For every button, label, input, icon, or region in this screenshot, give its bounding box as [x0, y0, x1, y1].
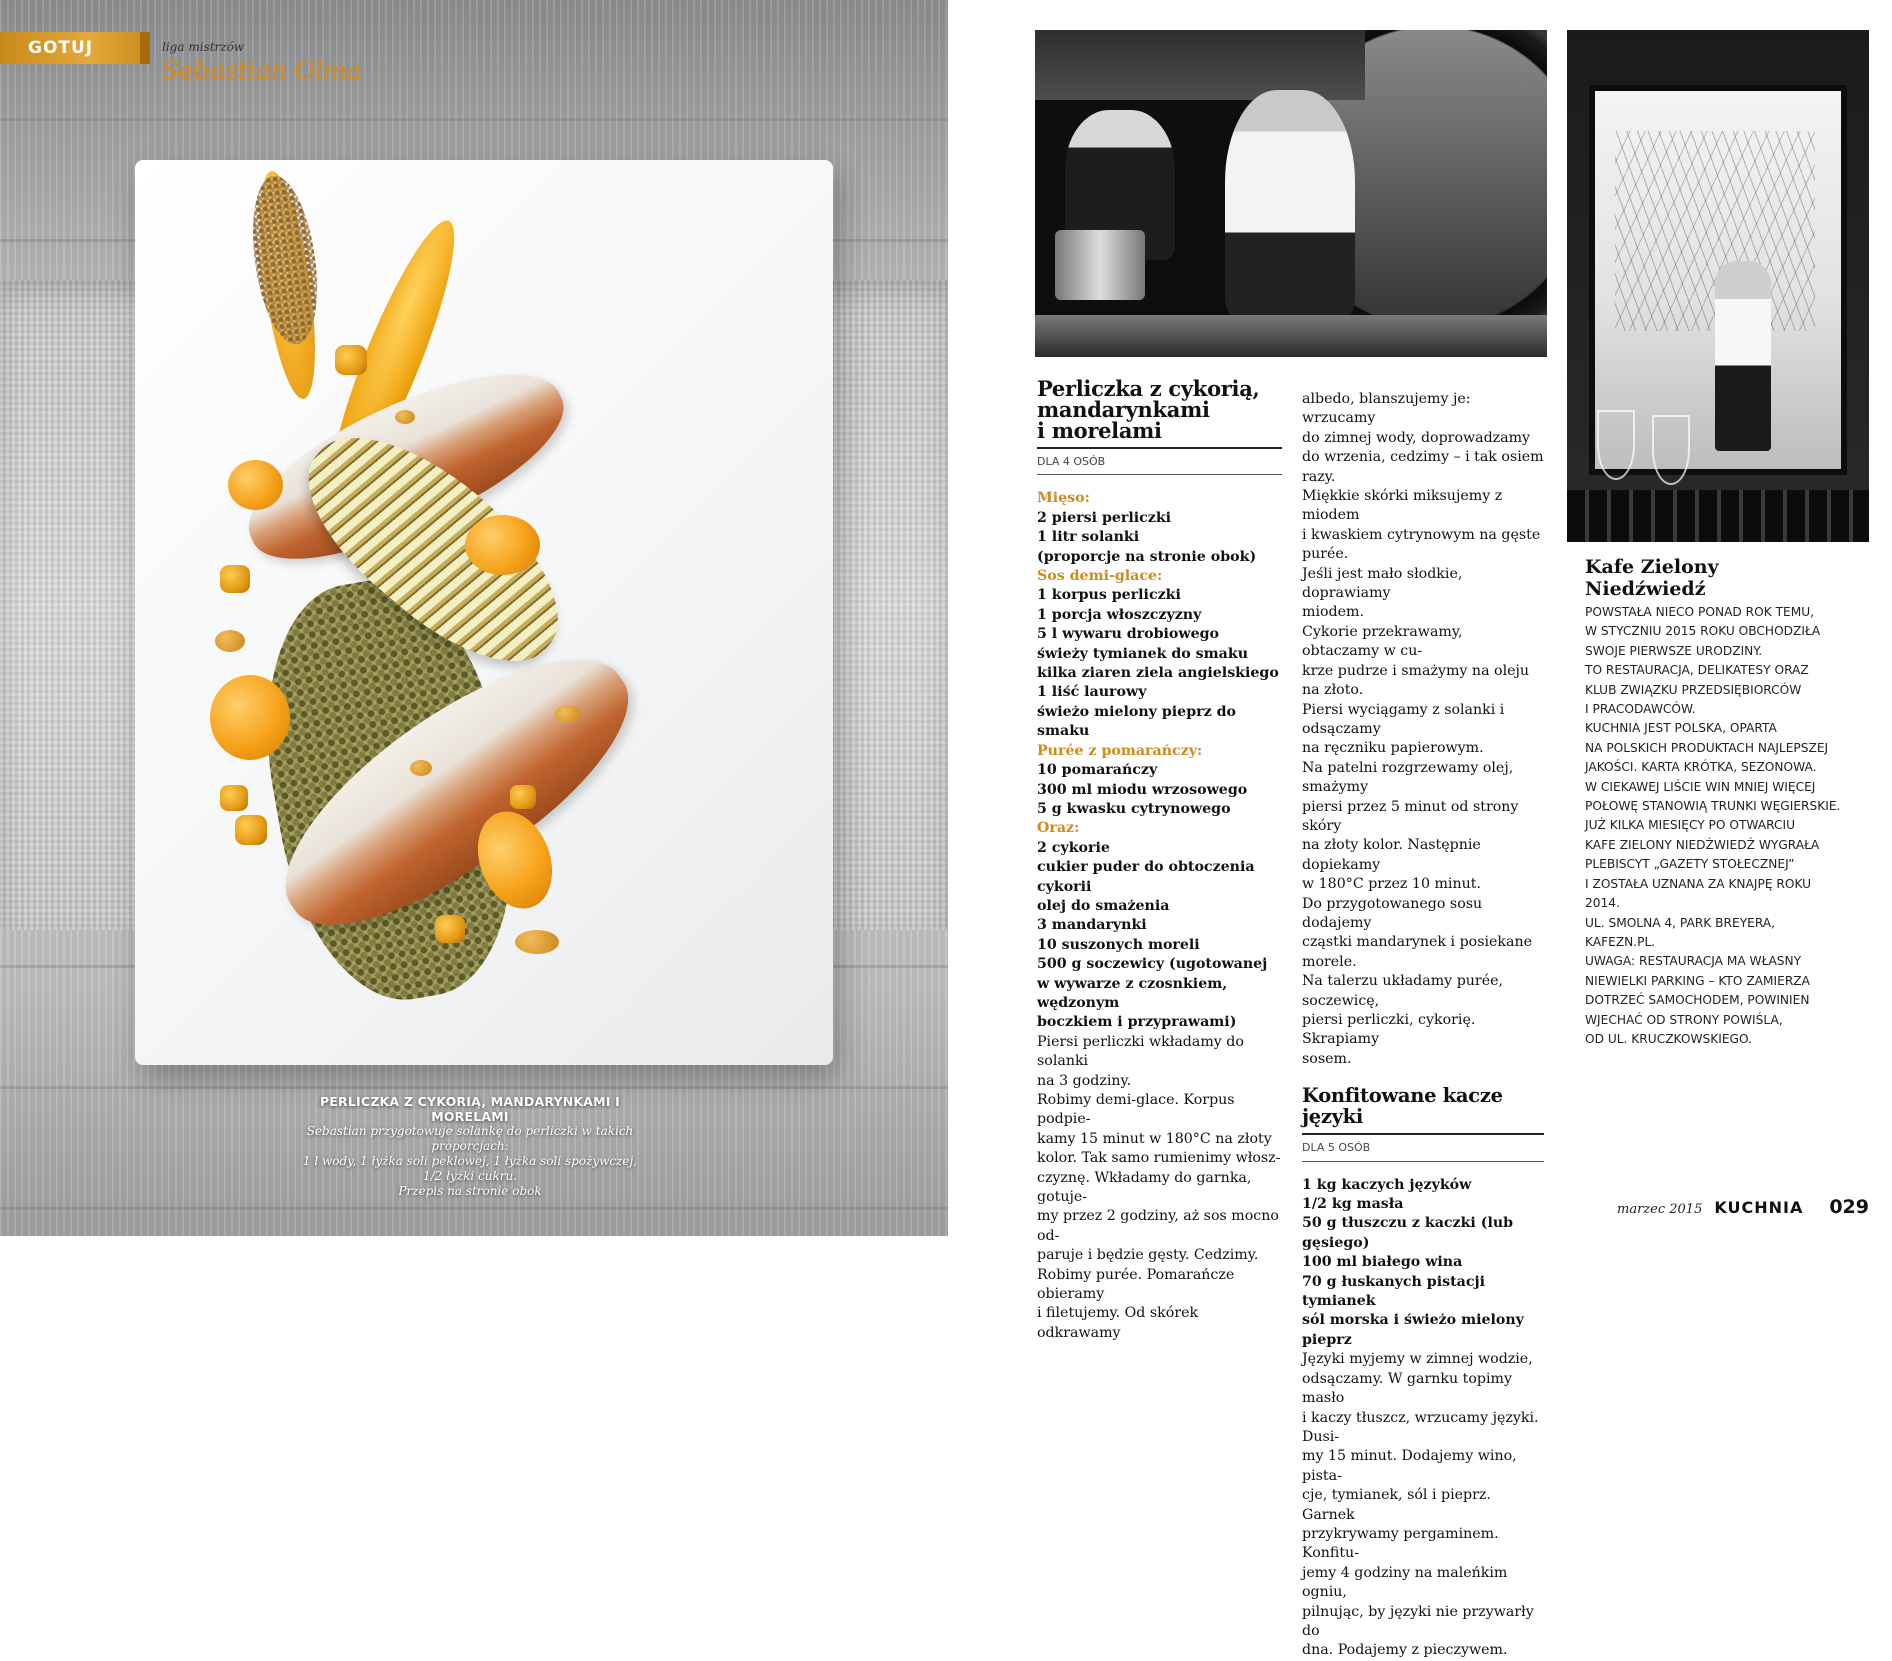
text-line: KUCHNIA JEST POLSKA, OPARTA	[1585, 721, 1777, 736]
recipe-secondary	[1302, 1085, 1544, 1661]
text-line: piersi perliczki, cykorię. Skrapiamy	[1302, 1012, 1476, 1048]
sauce-drop	[395, 410, 415, 424]
apricot-cube	[435, 915, 465, 943]
method-line: cje, tymianek, sól i pieprz. Garnek	[1302, 1487, 1491, 1523]
recipe-title-line: i morelami	[1037, 418, 1162, 443]
text-line: UWAGA: RESTAURACJA MA WŁASNY	[1585, 954, 1802, 969]
text-line: Jeśli jest mało słodkie, doprawiamy	[1302, 565, 1463, 602]
text-line: Piersi wyciągamy z solanki i odsączamy	[1302, 701, 1505, 737]
ingredient-line: 10 suszonych moreli	[1037, 936, 1200, 953]
bottle-row	[1567, 490, 1869, 542]
issue-date: marzec 2015	[1617, 1202, 1703, 1217]
method-line: my 15 minut. Dodajemy wino, pista-	[1302, 1448, 1517, 1484]
ingredient-line: 1 korpus perliczki	[1037, 587, 1181, 604]
ingredient-line: świeży tymianek do smaku	[1037, 645, 1249, 662]
sauce-drop	[555, 705, 581, 723]
kitchen-hood	[1035, 30, 1365, 100]
ingredient-line: 1 liść laurowy	[1037, 684, 1147, 701]
ingredient-line: 2 cykorie	[1037, 839, 1110, 856]
sauce-drop	[410, 760, 432, 776]
ingredient-line: (proporcje na stronie obok)	[1037, 548, 1257, 565]
ingredient-line: 1 kg kaczych języków	[1302, 1176, 1472, 1193]
plate	[135, 160, 833, 1065]
text-line: Cykorie przekrawamy, obtaczamy w cu-	[1302, 623, 1463, 660]
text-line: OD UL. KRUCZKOWSKIEGO.	[1585, 1031, 1752, 1046]
text-line: TO RESTAURACJA, DELIKATESY ORAZ	[1585, 663, 1809, 678]
text-line: I PRACODAWCÓW.	[1585, 702, 1696, 717]
method-line: pilnując, by języki nie przywarły do	[1302, 1603, 1534, 1639]
text-line: DOTRZEĆ SAMOCHODEM, POWINIEN	[1585, 993, 1810, 1008]
wine-glass	[1652, 415, 1690, 485]
apricot-cube	[220, 785, 248, 811]
dish-photo	[0, 0, 948, 1236]
ingredient-line: 500 g soczewicy (ugotowanej	[1037, 956, 1268, 973]
text-line: POWSTAŁA NIECO PONAD ROK TEMU,	[1585, 605, 1815, 619]
text-line: Na patelni rozgrzewamy olej, smażymy	[1302, 759, 1514, 796]
method-line: my przez 2 godziny, aż sos mocno od-	[1037, 1208, 1279, 1244]
chef-figure	[1225, 90, 1355, 320]
tangerine-segment	[210, 675, 290, 760]
ingredient-group-heading: Mięso:	[1037, 490, 1090, 507]
ingredient-line: 3 mandarynki	[1037, 917, 1147, 934]
steel-pot	[1055, 230, 1145, 300]
ingredient-line: 2 piersi perliczki	[1037, 509, 1172, 526]
method-line: Piersi perliczki wkładamy do solanki	[1037, 1033, 1244, 1070]
page-number: 029	[1829, 1196, 1869, 1218]
restaurant-window-photo	[1567, 30, 1869, 542]
text-line: JUŻ KILKA MIESIĘCY PO OTWARCIU	[1585, 818, 1796, 833]
method-line: i filetujemy. Od skórek odkrawamy	[1037, 1305, 1199, 1341]
text-line: Do przygotowanego sosu dodajemy	[1302, 895, 1483, 931]
section-tag: GOTUJ	[0, 32, 150, 64]
ingredient-line: w wywarze z czosnkiem, wędzonym	[1037, 975, 1228, 1011]
text-line: na złoty kolor. Następnie dopiekamy	[1302, 837, 1481, 873]
text-line: KAFE ZIELONY NIEDŹWIEDŹ WYGRAŁA	[1585, 837, 1820, 852]
ingredient-line: 300 ml miodu wrzosowego	[1037, 781, 1248, 798]
ingredient-line: kilka ziaren ziela angielskiego	[1037, 665, 1279, 682]
text-line: miodem.	[1302, 604, 1364, 621]
method-line: przykrywamy pergaminem. Konfitu-	[1302, 1525, 1499, 1562]
text-line: piersi przez 5 minut od strony skóry	[1302, 798, 1519, 834]
text-line: do wrzenia, cedzimy – i tak osiem razy.	[1302, 449, 1544, 485]
text-line: na ręczniku papierowym.	[1302, 740, 1484, 757]
apricot-cube	[220, 565, 250, 593]
method-line: dna. Podajemy z pieczywem.	[1302, 1642, 1508, 1659]
text-line: i kwaskiem cytrynowym na gęste purée.	[1302, 526, 1541, 563]
method-line: paruje i będzie gęsty. Cedzimy.	[1037, 1247, 1259, 1264]
ingredient-line: 50 g tłuszczu z kaczki (lub gęsiego)	[1302, 1215, 1514, 1251]
ingredient-line: świeżo mielony pieprz do smaku	[1037, 703, 1236, 740]
method-line: kolor. Tak samo rumienimy włosz-	[1037, 1150, 1281, 1167]
text-line: W STYCZNIU 2015 ROKU OBCHODZIŁA	[1585, 624, 1821, 639]
text-line: sosem.	[1302, 1050, 1352, 1067]
ingredient-line: sól morska i świeżo mielony pieprz	[1302, 1312, 1524, 1348]
ingredient-line: 5 l wywaru drobiowego	[1037, 626, 1219, 643]
sauce-drop	[215, 630, 245, 652]
text-line: Na talerzu układamy purée, soczewicę,	[1302, 973, 1503, 1009]
ingredient-line: 5 g kwasku cytrynowego	[1037, 800, 1231, 817]
method-line: Języki myjemy w zimnej wodzie,	[1302, 1351, 1533, 1368]
apricot-cube	[335, 345, 367, 375]
method-line: czyznę. Wkładamy do garnka, gotuje-	[1037, 1169, 1252, 1206]
method-text	[1302, 390, 1544, 1069]
text-line: do zimnej wody, doprowadzamy	[1302, 429, 1531, 446]
kitchen-photo	[1035, 30, 1547, 357]
text-line: WJECHAĆ OD STRONY POWIŚLA,	[1585, 1012, 1783, 1027]
recipe-title: Konfitowane kacze języki	[1302, 1084, 1503, 1129]
method-line: i kaczy tłuszcz, wrzucamy języki. Dusi-	[1302, 1409, 1539, 1445]
text-line: KLUB ZWIĄZKU PRZEDSIĘBIORCÓW	[1585, 682, 1802, 697]
recipe-title	[1037, 378, 1282, 441]
text-line: W CIEKAWEJ LIŚCIE WIN MNIEJ WIĘCEJ	[1585, 779, 1816, 794]
text-line: JAKOŚCI. KARTA KRÓTKA, SEZONOWA.	[1585, 760, 1817, 775]
method-column	[1302, 390, 1544, 1661]
ingredient-line: 10 pomarańczy	[1037, 762, 1158, 779]
recipe-title-line: Perliczka z cykorią,	[1037, 376, 1260, 401]
method-line: Robimy demi-glace. Korpus podpie-	[1037, 1092, 1235, 1128]
tangerine-segment	[465, 515, 540, 575]
text-line: w 180°C przez 10 minut.	[1302, 876, 1481, 893]
method-line: Robimy purée. Pomarańcze obieramy	[1037, 1266, 1235, 1303]
text-line: UL. SMOLNA 4, PARK BREYERA, KAFEZN.PL.	[1585, 915, 1776, 949]
servings-label: DLA 5 OSÓB	[1302, 1135, 1544, 1161]
caption-line: Przepis na stronie obok	[398, 1184, 542, 1198]
ingredient-group-heading: Sos demi-glace:	[1037, 568, 1163, 585]
ingredient-list	[1302, 1176, 1544, 1661]
apricot-cube	[235, 815, 267, 845]
page-footer	[1617, 1196, 1869, 1218]
chef-standing-figure	[1715, 261, 1771, 451]
recipe-title-line: mandarynkami	[1037, 397, 1210, 422]
ingredient-group-heading: Purée z pomarańczy:	[1037, 742, 1203, 759]
kitchen-counter	[1035, 315, 1547, 357]
text-line: albedo, blanszujemy je: wrzucamy	[1302, 391, 1471, 427]
ingredient-line: cukier puder do obtoczenia cykorii	[1037, 859, 1255, 895]
method-line: na 3 godziny.	[1037, 1072, 1132, 1089]
ingredient-line: 70 g łuskanych pistacji	[1302, 1273, 1485, 1290]
text-line: Miękkie skórki miksujemy z miodem	[1302, 488, 1503, 524]
ingredient-line: 1/2 kg masła	[1302, 1196, 1404, 1213]
method-line: odsączamy. W garnku topimy masło	[1302, 1370, 1512, 1407]
ingredient-line: 100 ml białego wina	[1302, 1254, 1463, 1271]
text-line: NIEWIELKI PARKING – KTO ZAMIERZA	[1585, 973, 1810, 988]
restaurant-name: Kafe Zielony Niedźwiedź	[1585, 556, 1719, 600]
magazine-name: KUCHNIA	[1714, 1198, 1804, 1217]
recipe-main	[1037, 378, 1282, 1343]
servings-label: DLA 4 OSÓB	[1037, 449, 1282, 475]
caption-line: 1 l wody, 1 łyżka soli peklowej, 1 łyżka soli spożywczej,	[302, 1154, 638, 1168]
photo-caption	[290, 1094, 650, 1199]
wine-glass	[1597, 410, 1635, 480]
series-name: liga mistrzów	[162, 40, 245, 54]
ingredient-line: olej do smażenia	[1037, 897, 1170, 914]
ingredient-line: tymianek	[1302, 1293, 1376, 1310]
ingredient-list	[1037, 489, 1282, 1343]
ingredient-group-heading: Oraz:	[1037, 820, 1080, 837]
restaurant-description	[1585, 603, 1845, 1049]
method-line: jemy 4 godziny na maleńkim ogniu,	[1302, 1564, 1508, 1601]
ingredient-line: boczkiem i przyprawami)	[1037, 1014, 1237, 1031]
restaurant-sidebar	[1585, 556, 1845, 1049]
text-line: SWOJE PIERWSZE URODZINY.	[1585, 643, 1763, 658]
caption-line: Sebastian przygotowuje solankę do perliczki w takich proporcjach:	[306, 1124, 634, 1153]
apricot-cube	[510, 785, 536, 809]
chef-name: Sebastian Olma	[162, 56, 362, 85]
sauce-drop	[515, 930, 559, 954]
caption-title: PERLICZKA Z CYKORIĄ, MANDARYNKAMI I MORELAMI	[319, 1094, 621, 1124]
text-line: NA POLSKICH PRODUKTACH NAJLEPSZEJ	[1585, 740, 1829, 755]
text-line: cząstki mandarynek i posiekane morele.	[1302, 934, 1533, 970]
text-line: I ZOSTAŁA UZNANA ZA KNAJPĘ ROKU 2014.	[1585, 876, 1812, 911]
method-line: kamy 15 minut w 180°C na złoty	[1037, 1130, 1272, 1147]
ingredient-line: 1 porcja włoszczyzny	[1037, 606, 1202, 623]
ingredient-line: 1 litr solanki	[1037, 529, 1140, 546]
tangerine-segment	[228, 460, 283, 510]
text-line: krze pudrze i smażymy na oleju na złoto.	[1302, 662, 1530, 699]
text-line: PLEBISCYT „GAZETY STOŁECZNEJ”	[1585, 857, 1795, 872]
text-line: POŁOWĘ STANOWIĄ TRUNKI WĘGIERSKIE.	[1585, 799, 1841, 814]
caption-line: 1/2 łyżki cukru.	[422, 1169, 518, 1183]
